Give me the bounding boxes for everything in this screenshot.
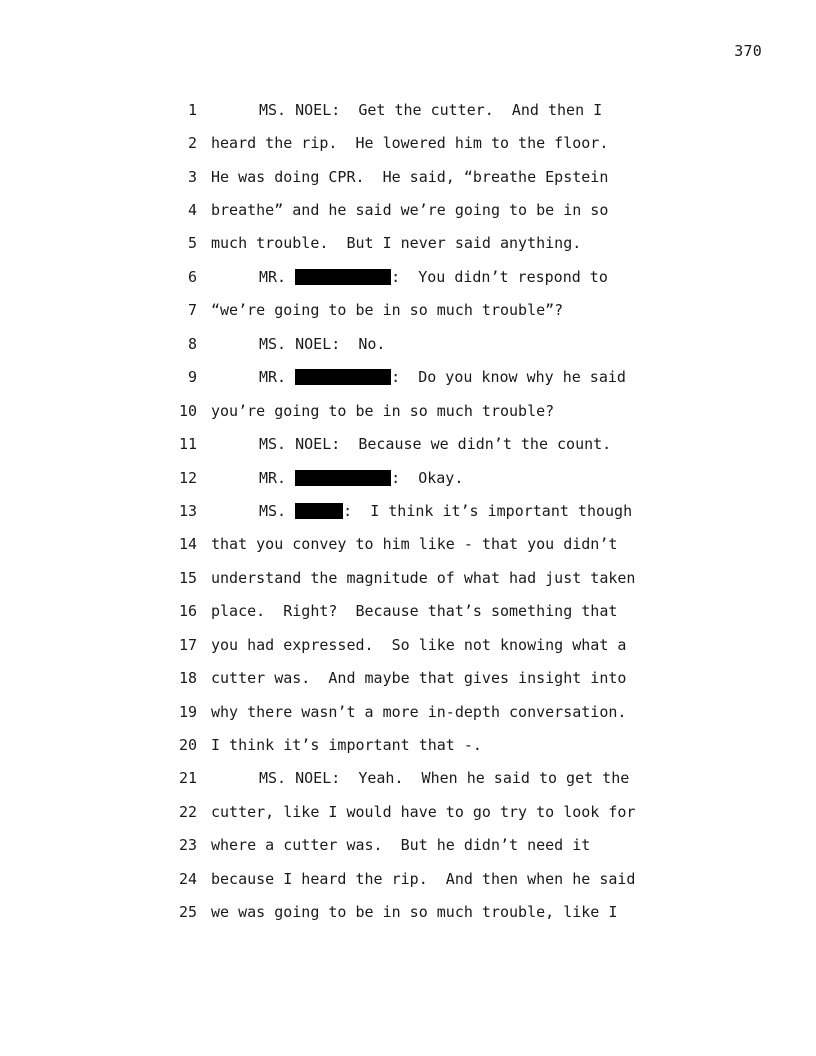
line-number: 15 xyxy=(178,568,197,587)
transcript-line xyxy=(170,896,730,929)
page-number: 370 xyxy=(734,42,762,60)
line-number: 25 xyxy=(178,903,197,922)
line-number: 22 xyxy=(178,802,197,821)
line-number: 3 xyxy=(187,167,197,186)
speech-text: Yeah. When he said to get the xyxy=(340,769,630,788)
speech-text: : Okay. xyxy=(391,468,464,487)
line-number: 12 xyxy=(178,468,197,487)
transcript-line xyxy=(170,427,730,460)
transcript-line xyxy=(170,528,730,561)
line-text: He was doing CPR. He said, “breathe Epstein xyxy=(211,167,609,186)
speaker-label: MS. xyxy=(259,501,296,520)
transcript-line xyxy=(170,561,730,594)
line-number: 9 xyxy=(187,368,197,387)
redaction-box xyxy=(295,470,391,486)
line-number: 14 xyxy=(178,535,197,554)
transcript-line xyxy=(170,193,730,226)
line-text xyxy=(211,769,629,787)
redaction-box xyxy=(295,503,343,519)
line-number: 17 xyxy=(178,635,197,654)
transcript-body xyxy=(170,93,730,929)
line-number: 4 xyxy=(187,201,197,220)
line-text xyxy=(211,268,608,286)
line-number: 11 xyxy=(178,435,197,454)
transcript-line xyxy=(170,661,730,694)
line-number: 23 xyxy=(178,836,197,855)
line-text: cutter was. And maybe that gives insight into xyxy=(211,669,627,688)
speaker-label: MR. xyxy=(259,368,296,387)
transcript-line xyxy=(170,829,730,862)
line-text xyxy=(211,368,626,386)
line-text: because I heard the rip. And then when he said xyxy=(211,869,636,888)
line-text: cutter, like I would have to go try to look for xyxy=(211,802,636,821)
line-number: 2 xyxy=(187,134,197,153)
line-number: 16 xyxy=(178,602,197,621)
speech-text: : I think it’s important though xyxy=(343,501,633,520)
line-text: why there wasn’t a more in-depth conversation. xyxy=(211,702,627,721)
transcript-line xyxy=(170,93,730,126)
line-text: understand the magnitude of what had just taken xyxy=(211,568,636,587)
speech-text: : You didn’t respond to xyxy=(391,267,608,286)
speaker-label: MR. xyxy=(259,267,296,286)
line-text xyxy=(211,502,632,520)
line-text: “we’re going to be in so much trouble”? xyxy=(211,301,564,320)
transcript-line xyxy=(170,695,730,728)
redaction-box xyxy=(295,369,391,385)
transcript-line xyxy=(170,862,730,895)
speaker-label: MR. xyxy=(259,468,296,487)
line-number: 8 xyxy=(187,334,197,353)
line-text: where a cutter was. But he didn’t need it xyxy=(211,836,591,855)
line-number: 20 xyxy=(178,736,197,755)
speaker-label: MS. NOEL: xyxy=(259,769,341,788)
transcript-line xyxy=(170,294,730,327)
line-text xyxy=(211,435,611,453)
line-number: 24 xyxy=(178,869,197,888)
redaction-box xyxy=(295,269,391,285)
line-number: 7 xyxy=(187,301,197,320)
line-text: you’re going to be in so much trouble? xyxy=(211,401,555,420)
line-text: place. Right? Because that’s something that xyxy=(211,602,618,621)
line-text xyxy=(211,101,602,119)
line-text: breathe” and he said we’re going to be in so xyxy=(211,201,609,220)
line-text: I think it’s important that -. xyxy=(211,736,482,755)
speaker-label: MS. NOEL: xyxy=(259,435,341,454)
line-number: 21 xyxy=(178,769,197,788)
speech-text: Get the cutter. And then I xyxy=(340,100,603,119)
transcript-line xyxy=(170,361,730,394)
transcript-line xyxy=(170,160,730,193)
line-text: much trouble. But I never said anything. xyxy=(211,234,582,253)
line-text: that you convey to him like - that you didn’t xyxy=(211,535,618,554)
speaker-label: MS. NOEL: xyxy=(259,100,341,119)
line-text xyxy=(211,335,385,353)
speech-text: Because we didn’t the count. xyxy=(340,435,612,454)
transcript-line xyxy=(170,628,730,661)
line-number: 6 xyxy=(187,267,197,286)
transcript-line xyxy=(170,728,730,761)
line-text: heard the rip. He lowered him to the floor. xyxy=(211,134,609,153)
transcript-line xyxy=(170,260,730,293)
transcript-line xyxy=(170,126,730,159)
transcript-line xyxy=(170,595,730,628)
speech-text: No. xyxy=(340,334,386,353)
transcript-line xyxy=(170,461,730,494)
line-text: we was going to be in so much trouble, like I xyxy=(211,903,618,922)
line-text xyxy=(211,469,463,487)
speaker-label: MS. NOEL: xyxy=(259,334,341,353)
line-number: 5 xyxy=(187,234,197,253)
line-number: 1 xyxy=(187,100,197,119)
line-text: you had expressed. So like not knowing what a xyxy=(211,635,627,654)
line-number: 19 xyxy=(178,702,197,721)
transcript-line xyxy=(170,327,730,360)
line-number: 18 xyxy=(178,669,197,688)
speech-text: : Do you know why he said xyxy=(391,368,626,387)
transcript-line xyxy=(170,795,730,828)
transcript-line xyxy=(170,227,730,260)
line-number: 10 xyxy=(178,401,197,420)
transcript-line xyxy=(170,394,730,427)
transcript-line xyxy=(170,494,730,527)
transcript-line xyxy=(170,762,730,795)
line-number: 13 xyxy=(178,501,197,520)
